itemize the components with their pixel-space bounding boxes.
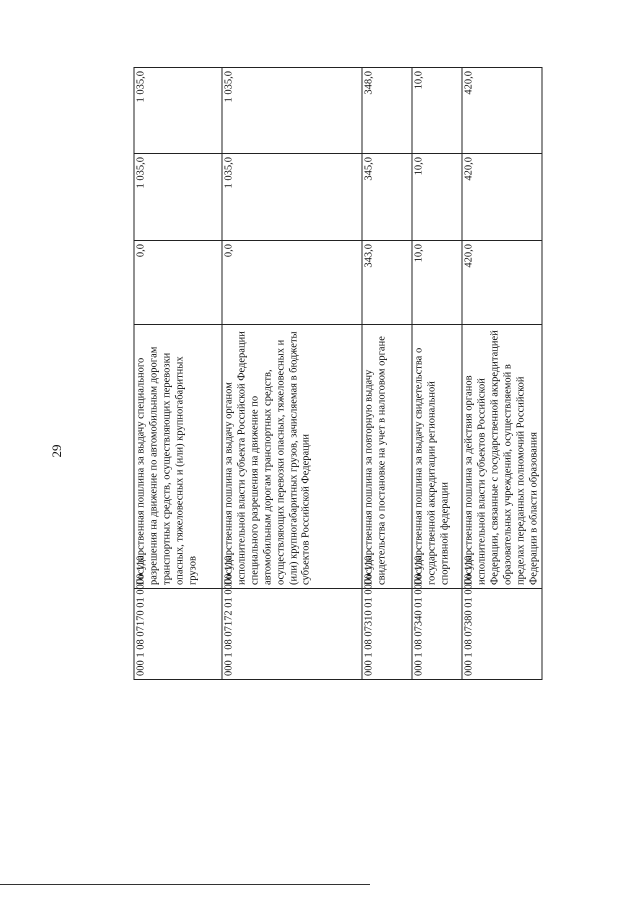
value-cell: 420,0 [462,241,542,325]
bottom-rule [0,884,370,885]
budget-code-cell: 000 1 08 07310 01 0000 110 [362,589,412,680]
table-row [462,68,542,680]
value-cell: 10,0 [412,68,462,154]
budget-code-cell: 000 1 08 07340 01 0000 110 [412,589,462,680]
value-cell: 420,0 [462,154,542,241]
value-cell: 10,0 [412,154,462,241]
table-row [222,68,362,680]
value-cell: 1 035,0 [222,154,362,241]
value-cell: 1 035,0 [134,68,222,154]
table-row [412,68,462,680]
value-cell: 345,0 [362,154,412,241]
value-cell: 10,0 [412,241,462,325]
value-cell: 420,0 [462,68,542,154]
value-cell: 343,0 [362,241,412,325]
value-cell: 348,0 [362,68,412,154]
value-cell: 0,0 [222,241,362,325]
budget-code-cell: 000 1 08 07170 01 0000 110 [134,589,222,680]
value-cell: 1 035,0 [222,68,362,154]
value-cell: 1 035,0 [134,154,222,241]
table-row [362,68,412,680]
description-cell: Государственная пошлина за повторную выдачу свидетельства о постановке на учет в налоговом органе [362,325,412,589]
revenue-table-rotated [133,68,539,680]
description-cell: Государственная пошлина за действия органов исполнительной власти субъектов Российской Федерации, связанные с государственной аккредитацией образовательных учреждений, осуществляемой в пределах переданных полномочий Российской Федерации в области образования [462,325,542,589]
value-cell: 0,0 [134,241,222,325]
description-cell: Государственная пошлина за выдачу свидетельства о государственной аккредитации региональной спортивной федерации [412,325,462,589]
budget-code-cell: 000 1 08 07380 01 0000 110 [462,589,542,680]
page-number: 29 [49,444,64,458]
description-cell: Государственная пошлина за выдачу специального разрешения на движение по автомобильным дорогам транспортных средств, осуществляющих перевозки опасных, тяжеловесных и (или) крупногабаритных грузов [134,325,222,589]
budget-code-cell: 000 1 08 07172 01 0000 110 [222,589,362,680]
table-row [134,68,222,680]
revenue-table [133,67,542,680]
description-cell: Государственная пошлина за выдачу органом исполнительной власти субъекта Российской Федерации специального разрешения на движение по автомобильным дорогам транспортных средств, осуществляющих перевозки опасных, тяжеловесных и (или) крупногабаритных грузов, зачисляемая в бюджеты субъектов Российской Федерации [222,325,362,589]
